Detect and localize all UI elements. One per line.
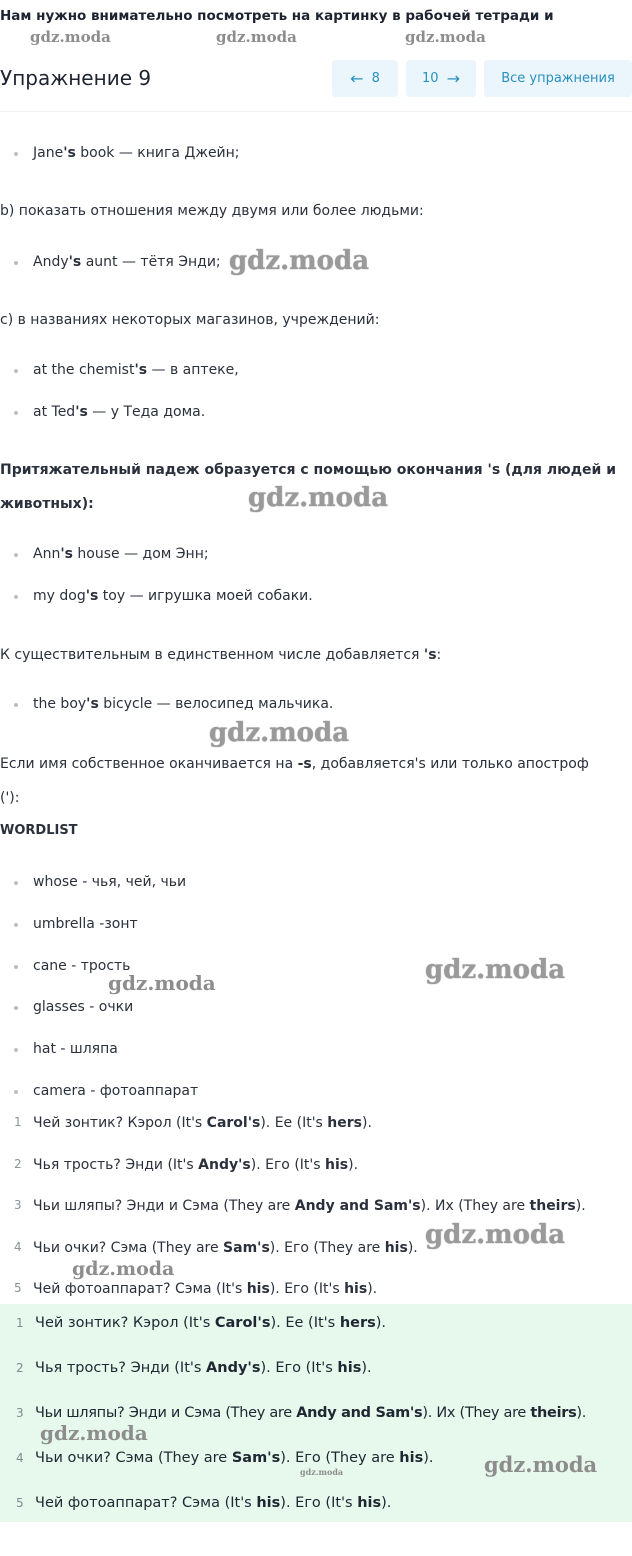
next-exercise-label: 10 [422,71,439,86]
answer-text: ). [348,1157,359,1173]
example-suffix: 's [63,145,76,161]
example-text: book — книга Джейн; [75,145,240,161]
bullet-icon [14,261,18,265]
answer-text: ). Ее (It's [260,1115,328,1131]
example-text: house — дом Энн; [72,546,209,562]
answer-number: 4 [16,1451,24,1465]
answer-text: ). [423,1450,434,1466]
bullet-icon [14,595,18,599]
answer-text: ). [367,1281,378,1297]
list-item [0,362,632,382]
answer-text: ). Их (They are [420,1198,530,1214]
answer-bold: Andy and Sam's [294,1198,421,1214]
example-text: Ann [33,546,61,562]
singular-rule-colon: : [436,647,442,663]
answer-text: ). Его (It's [250,1157,325,1173]
answer-bold: theirs [529,1198,576,1214]
example-suffix: 's [68,254,82,270]
watermark: gdz.moda [216,28,297,46]
proper-rule-text: Если имя собственное оканчивается на [0,756,298,772]
answer-text: ). Его (They are [280,1450,400,1466]
watermark: gdz.moda [405,28,486,46]
wordlist-text: hat - шляпа [33,1041,118,1057]
answer-text: Чья трость? Энди (It's [33,1157,199,1173]
answer-text: ). Ее (It's [270,1315,340,1331]
answer-text: Чей зонтик? Кэрол (It's [33,1115,207,1131]
bullet-icon [14,923,18,927]
proper-noun-rule-continued: ('): [0,790,20,806]
answer-text: ). [361,1360,372,1376]
watermark: gdz.moda [30,28,111,46]
answer-text: ). [362,1115,372,1131]
list-item [0,404,632,424]
watermark: gdz.moda [425,1220,566,1250]
answer-text: ). Его (It's [280,1495,358,1511]
answer-text: Чьи шляпы? Энди и Сэма (They are [33,1198,295,1214]
arrow-left-icon: ← [350,69,364,88]
all-exercises-label: Все упражнения [501,71,615,86]
wordlist-item [0,874,632,894]
watermark: gdz.moda [229,246,370,276]
example-text: — у Теда дома. [87,404,206,420]
answer-text: ). Их (They are [422,1405,531,1421]
answer-number: 3 [14,1198,22,1212]
proper-noun-rule [0,756,589,772]
bullet-icon [14,553,18,557]
answer-text: Чей фотоаппарат? Сэма (It's [33,1281,247,1297]
answer-number: 2 [16,1361,24,1375]
answer-bold: Andy and Sam's [296,1405,423,1421]
section-c-heading: c) в названиях некоторых магазинов, учреждений: [0,312,380,328]
example-text: at the chemist [33,362,135,378]
answer-bold: Andy's [198,1157,251,1173]
arrow-right-icon: → [446,69,460,88]
example-text: my dog [33,588,86,604]
singular-rule [0,647,441,663]
answer-row [0,1360,632,1382]
bullet-icon [14,369,18,373]
wordlist-text: cane - трость [33,958,131,974]
answer-row [0,1157,632,1177]
section-b-heading: b) показать отношения между двумя или более людьми: [0,203,424,219]
wordlist-text: whose - чья, чей, чьи [33,874,187,890]
answer-text: Чей фотоаппарат? Сэма (It's [35,1495,257,1511]
answer-text: ). Его (It's [260,1360,338,1376]
wordlist-item [0,999,632,1019]
bullet-icon [14,881,18,885]
example-suffix: 's [75,404,88,420]
answer-bold: his [344,1281,368,1297]
wordlist-item [0,1083,632,1103]
wordlist-text: glasses - очки [33,999,134,1015]
possessive-rule-continued: животных): [0,496,94,512]
watermark: gdz.moda [72,1258,175,1280]
page-title: Упражнение 9 [0,66,152,90]
answer-number: 5 [14,1281,22,1295]
bullet-icon [14,1090,18,1094]
possessive-rule: Притяжательный падеж образуется с помощью окончания 's (для людей и [0,462,617,478]
bullet-icon [14,152,18,156]
watermark: gdz.moda [40,1421,148,1445]
watermark: gdz.moda [209,718,350,748]
answer-bold: his [256,1495,281,1511]
list-item [0,588,632,608]
proper-rule-suffix: -s [297,756,312,772]
bullet-icon [14,965,18,969]
example-text: aunt — тётя Энди; [81,254,221,270]
wordlist-item [0,916,632,936]
watermark: gdz.moda [108,971,216,995]
answer-number: 3 [16,1406,24,1420]
wordlist-heading: WORDLIST [0,823,78,838]
prev-exercise-label: 8 [371,71,380,86]
answer-number: 1 [16,1316,24,1330]
answer-number: 5 [16,1496,24,1510]
answer-text: ). [381,1495,392,1511]
answer-bold: Andy's [206,1360,261,1376]
answer-bold: Sam's [231,1450,281,1466]
list-item [0,145,632,165]
proper-rule-text: , добавляется's или только апостроф [311,756,589,772]
answer-row [0,1315,632,1337]
answer-text: ). [407,1240,418,1256]
bullet-icon [14,1006,18,1010]
example-text: Jane [33,145,64,161]
example-text: — в аптеке, [147,362,239,378]
example-text: toy — игрушка моей собаки. [98,588,313,604]
watermark: gdz.moda [425,955,566,985]
example-suffix: 's [134,362,148,378]
answer-text: Чьи шляпы? Энди и Сэма (They are [35,1405,297,1421]
example-text: bicycle — велосипед мальчика. [98,696,334,712]
answer-bold: Carol's [214,1315,271,1331]
singular-rule-suffix: 's [423,647,437,663]
answer-bold: his [337,1360,362,1376]
answer-bold: hers [327,1115,362,1131]
intro-text: Нам нужно внимательно посмотреть на картинку в рабочей тетради и [0,8,554,24]
answer-number: 4 [14,1240,22,1254]
answer-text: Чей зонтик? Кэрол (It's [35,1315,215,1331]
example-suffix: 's [86,696,99,712]
example-text: at Ted [33,404,76,420]
example-text: Andy [33,254,69,270]
answer-row [0,1495,632,1517]
wordlist-text: umbrella -зонт [33,916,138,932]
answer-bold: his [399,1450,424,1466]
prev-exercise-button[interactable] [332,60,398,97]
example-text: the boy [33,696,87,712]
answer-text: ). [375,1315,387,1331]
answer-row [0,1281,632,1301]
watermark: gdz.moda [484,1452,598,1477]
wordlist-text: camera - фотоаппарат [33,1083,199,1099]
watermark: gdz.moda [248,483,389,513]
answer-text: ). Его (They are [269,1240,385,1256]
answer-bold: Carol's [206,1115,261,1131]
watermark: gdz.moda [300,1467,344,1477]
answer-text: ). [575,1198,586,1214]
answer-text: Чья трость? Энди (It's [35,1360,207,1376]
all-exercises-button[interactable] [484,60,632,97]
exercise-header [0,54,632,112]
answer-text: Чьи очки? Сэма (They are [33,1240,224,1256]
answer-text: ). [576,1405,587,1421]
answer-text: Чьи очки? Сэма (They are [35,1450,232,1466]
example-suffix: 's [85,588,99,604]
next-exercise-button[interactable] [406,60,476,97]
answer-number: 1 [14,1115,22,1129]
bullet-icon [14,1048,18,1052]
answer-bold: his [384,1240,408,1256]
wordlist-item [0,1041,632,1061]
bullet-icon [14,411,18,415]
answer-row [0,1198,632,1218]
answer-bold: his [325,1157,349,1173]
answer-row [0,1115,632,1135]
list-item [0,546,632,566]
answer-bold: Sam's [223,1240,270,1256]
singular-rule-text: К существительным в единственном числе добавляется [0,647,424,663]
answer-bold: his [246,1281,270,1297]
list-item [0,696,632,716]
bullet-icon [14,703,18,707]
answer-bold: hers [339,1315,376,1331]
example-suffix: 's [60,546,73,562]
answer-bold: his [357,1495,382,1511]
answer-bold: theirs [530,1405,577,1421]
answer-text: ). Его (It's [269,1281,345,1297]
answer-number: 2 [14,1157,22,1171]
